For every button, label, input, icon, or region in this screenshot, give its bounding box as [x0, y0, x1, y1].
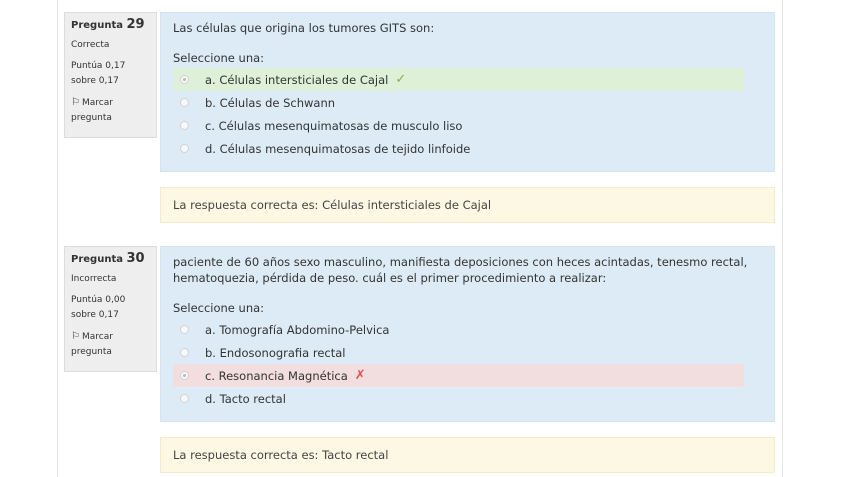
grade-line-2: sobre 0,17 [71, 310, 119, 320]
flag-label-1: Marcar [81, 98, 113, 108]
answer-label: c. Resonancia Magnética [205, 368, 348, 383]
page-border-right [782, 0, 783, 477]
flag-icon: ⚐ [71, 331, 80, 342]
grade-line-1: Puntúa 0,17 [71, 61, 126, 71]
question-label: Pregunta [71, 254, 123, 265]
question-number: 30 [126, 251, 145, 266]
answer-option-d[interactable] [173, 137, 744, 160]
grade-line-2: sobre 0,17 [71, 76, 119, 86]
question-content-29 [160, 12, 775, 172]
question-grade [71, 293, 150, 323]
radio-button[interactable] [180, 348, 189, 357]
cross-icon: ✗ [354, 367, 366, 383]
answer-list [173, 318, 762, 410]
radio-button[interactable] [180, 325, 189, 334]
radio-button[interactable] [180, 394, 189, 403]
answer-option-c[interactable] [173, 114, 744, 137]
grade-line-1: Puntúa 0,00 [71, 295, 126, 305]
flag-label-2: pregunta [71, 113, 112, 123]
answer-list [173, 68, 762, 160]
answer-option-a[interactable] [173, 318, 744, 341]
answer-label: a. Células intersticiales de Cajal [205, 72, 389, 87]
radio-button[interactable] [180, 144, 189, 153]
correct-answer-feedback: La respuesta correcta es: Tacto rectal [160, 437, 775, 473]
question-text: Las células que origina los tumores GITS son: [173, 21, 435, 35]
answer-label: d. Células mesenquimatosas de tejido linfoide [205, 141, 471, 156]
answer-option-a[interactable] [173, 68, 744, 91]
question-title [71, 252, 150, 267]
answer-prompt: Seleccione una: [173, 51, 265, 65]
answer-option-c[interactable] [173, 364, 744, 387]
answer-label: c. Células mesenquimatosas de musculo liso [205, 118, 463, 133]
question-info-29 [64, 12, 157, 138]
question-content-30 [160, 246, 775, 422]
question-state: Correcta [71, 40, 110, 50]
question-title [71, 18, 150, 33]
answer-label: a. Tomografía Abdomino-Pelvica [205, 322, 390, 337]
question-info-30 [64, 246, 157, 372]
question-number: 29 [126, 17, 145, 32]
answer-label: b. Células de Schwann [205, 95, 336, 110]
answer-option-b[interactable] [173, 341, 744, 364]
correct-answer-feedback: La respuesta correcta es: Células intersticiales de Cajal [160, 187, 775, 223]
flag-label-2: pregunta [71, 347, 112, 357]
radio-button[interactable] [180, 121, 189, 130]
radio-button[interactable] [180, 98, 189, 107]
answer-label: d. Tacto rectal [205, 391, 286, 406]
check-icon: ✓ [395, 71, 407, 87]
flag-icon: ⚐ [71, 97, 80, 108]
answer-label: b. Endosonografia rectal [205, 345, 346, 360]
question-state: Incorrecta [71, 274, 117, 284]
question-grade [71, 59, 150, 89]
flag-question-button[interactable] [71, 95, 150, 126]
radio-button[interactable] [180, 371, 189, 380]
question-text: paciente de 60 años sexo masculino, manifiesta deposiciones con heces acintadas, tenesmo rectal, hematoquezia, pérdida de peso. cuál es el primer procedimiento a realizar: [173, 255, 748, 285]
answer-option-b[interactable] [173, 91, 744, 114]
page-border-left [57, 0, 58, 477]
radio-button[interactable] [180, 75, 189, 84]
flag-question-button[interactable] [71, 329, 150, 360]
flag-label-1: Marcar [81, 332, 113, 342]
answer-option-d[interactable] [173, 387, 744, 410]
question-label: Pregunta [71, 20, 123, 31]
answer-prompt: Seleccione una: [173, 301, 265, 315]
